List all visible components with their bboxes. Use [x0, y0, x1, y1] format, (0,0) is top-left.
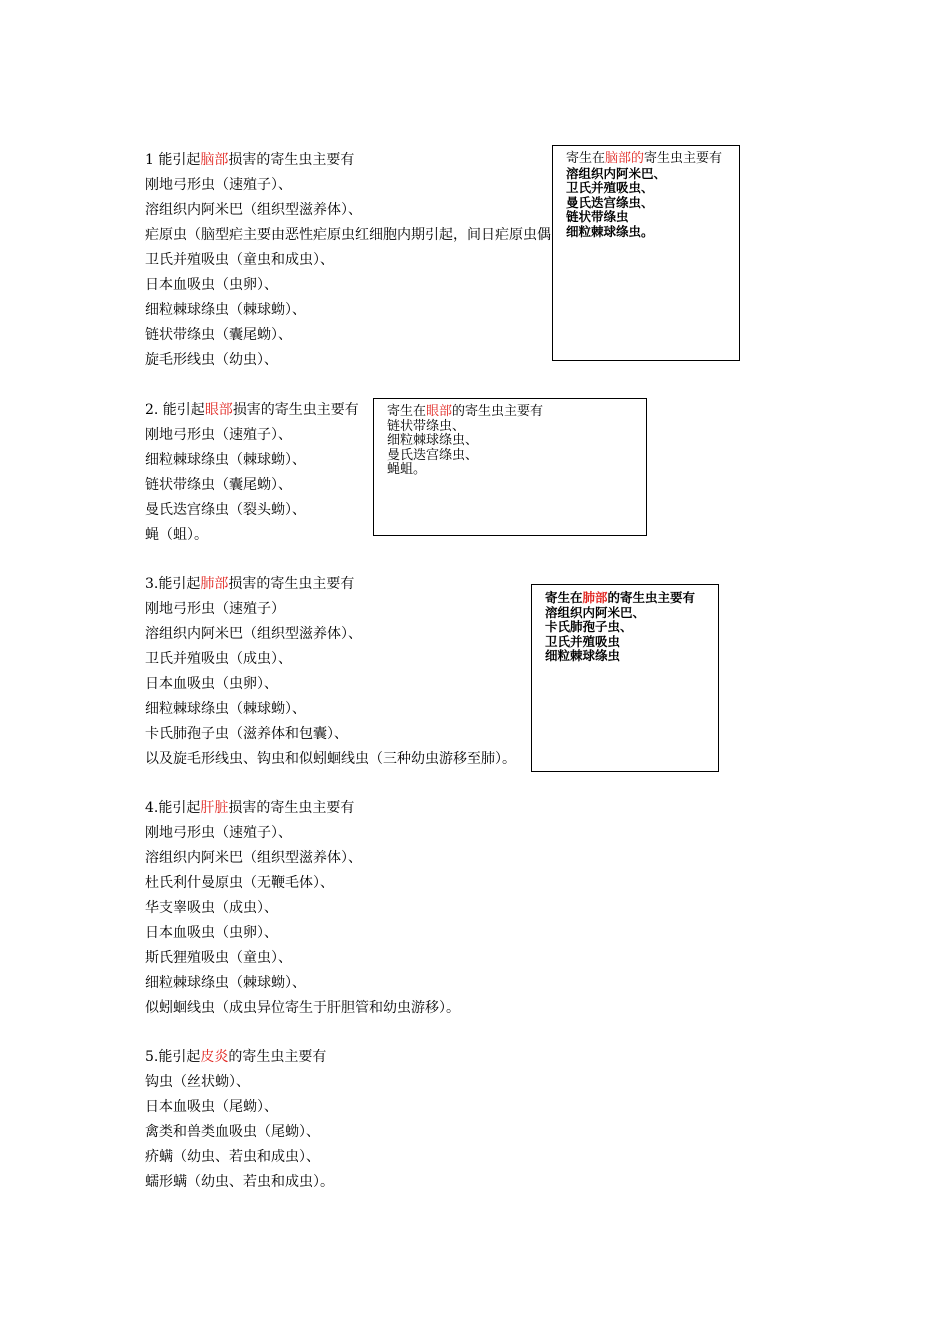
- list-item: 日本血吸虫（虫卵）、: [145, 277, 278, 293]
- textbox-item: 细粒棘球绦虫。: [566, 223, 654, 239]
- heading-highlight: 脑部: [200, 152, 229, 168]
- list-item: 蠕形螨（幼虫、若虫和成虫）。: [145, 1174, 334, 1190]
- heading-prefix: 2. 能引起: [145, 402, 205, 418]
- heading-prefix: 4.能引起: [145, 800, 201, 816]
- title-suffix: 的寄生虫主要有: [607, 590, 696, 605]
- textbox-item: 溶组织内阿米巴、: [545, 604, 646, 620]
- list-item: 卡氏肺孢子虫（滋养体和包囊）、: [145, 726, 348, 742]
- heading-suffix: 损害的寄生虫主要有: [228, 152, 355, 168]
- title-prefix: 寄生在: [387, 404, 427, 419]
- section-liver: [145, 796, 705, 1021]
- heading-prefix: 1 能引起: [145, 152, 201, 168]
- list-item: 细粒棘球绦虫（棘球蚴）、: [145, 452, 306, 468]
- textbox-item: 曼氏迭宫绦虫、: [387, 447, 479, 463]
- list-item: 似蚓蛔线虫（成虫异位寄生于肝胆管和幼虫游移）。: [145, 1000, 460, 1016]
- list-item: 刚地弓形虫（速殖子）、: [145, 177, 292, 193]
- heading-highlight: 眼部: [204, 402, 233, 418]
- list-item: 刚地弓形虫（速殖子）、: [145, 427, 292, 443]
- heading-highlight: 肺部: [200, 576, 229, 592]
- title-suffix: 的寄生虫主要有: [452, 404, 544, 419]
- textbox-brain: [552, 145, 740, 361]
- list-item: 旋毛形线虫（幼虫）、: [145, 352, 278, 368]
- textbox-title: [566, 152, 727, 167]
- textbox-item: 曼氏迭宫绦虫、: [566, 194, 654, 210]
- list-item: 斯氏狸殖吸虫（童虫）、: [145, 950, 292, 966]
- list-item: 日本血吸虫（虫卵）、: [145, 676, 278, 692]
- textbox-item: 链状带绦虫、: [387, 418, 466, 434]
- heading-suffix: 损害的寄生虫主要有: [228, 576, 355, 592]
- heading-suffix: 损害的寄生虫主要有: [228, 800, 355, 816]
- section-heading: [145, 796, 705, 821]
- textbox-eye: [373, 398, 647, 536]
- list-item: 链状带绦虫（囊尾蚴）、: [145, 327, 292, 343]
- textbox-title: [387, 405, 634, 420]
- textbox-item: 细粒棘球绦虫、: [387, 433, 479, 448]
- list-item: 卫氏并殖吸虫（成虫）、: [145, 651, 292, 667]
- title-prefix: 寄生在: [566, 151, 606, 166]
- list-item: 华支睾吸虫（成虫）、: [145, 900, 278, 916]
- heading-prefix: 3.能引起: [145, 576, 201, 592]
- list-item: 细粒棘球绦虫（棘球蚴）、: [145, 975, 306, 991]
- title-highlight: 脑部的: [605, 151, 645, 166]
- list-item: 日本血吸虫（虫卵）、: [145, 925, 278, 941]
- heading-highlight: 肝脏: [200, 800, 229, 816]
- list-item: 杜氏利什曼原虫（无鞭毛体）、: [145, 875, 334, 891]
- title-highlight: 眼部: [426, 404, 453, 419]
- textbox-item: 卫氏并殖吸虫: [545, 633, 621, 649]
- list-item: 钩虫（丝状蚴）、: [145, 1074, 250, 1090]
- section-heading: [145, 1045, 705, 1070]
- heading-prefix: 5.能引起: [145, 1049, 201, 1065]
- textbox-item: 卫氏并殖吸虫、: [566, 180, 654, 195]
- list-item: 疥螨（幼虫、若虫和成虫）、: [145, 1149, 320, 1165]
- textbox-title: [545, 591, 706, 606]
- textbox-item: 细粒棘球绦虫: [545, 648, 621, 663]
- list-item: 细粒棘球绦虫（棘球蚴）、: [145, 302, 306, 318]
- list-item: 卫氏并殖吸虫（童虫和成虫）、: [145, 252, 334, 268]
- list-item: 细粒棘球绦虫（棘球蚴）、: [145, 701, 306, 717]
- textbox-item: 溶组织内阿米巴、: [566, 165, 667, 181]
- textbox-item: 蝇蛆。: [387, 462, 427, 477]
- title-prefix: 寄生在: [545, 590, 583, 605]
- list-item: 禽类和兽类血吸虫（尾蚴）、: [145, 1124, 320, 1140]
- list-item: 疟原虫（脑型疟主要由恶性疟原虫红细胞内期引起，间日疟原虫偶: [145, 227, 551, 243]
- list-item: 溶组织内阿米巴（组织型滋养体）、: [145, 626, 362, 642]
- list-item: 以及旋毛形线虫、钩虫和似蚓蛔线虫（三种幼虫游移至肺）。: [145, 751, 516, 767]
- list-item: 刚地弓形虫（速殖子）: [145, 601, 285, 617]
- textbox-item: 链状带绦虫: [566, 209, 629, 224]
- textbox-item: 卡氏肺孢子虫、: [545, 619, 633, 634]
- title-highlight: 肺部: [582, 590, 608, 605]
- list-item: 蝇（蛆）。: [145, 527, 208, 543]
- list-item: 溶组织内阿米巴（组织型滋养体）、: [145, 850, 362, 866]
- list-item: 刚地弓形虫（速殖子）、: [145, 825, 292, 841]
- section-dermatitis: [145, 1045, 705, 1195]
- heading-suffix: 损害的寄生虫主要有: [232, 402, 359, 418]
- list-item: 溶组织内阿米巴（组织型滋养体）、: [145, 202, 362, 218]
- list-item: 曼氏迭宫绦虫（裂头蚴）、: [145, 502, 306, 518]
- textbox-lung: [531, 584, 719, 772]
- heading-highlight: 皮炎: [200, 1049, 229, 1065]
- list-item: 日本血吸虫（尾蚴）、: [145, 1099, 278, 1115]
- heading-suffix: 的寄生虫主要有: [228, 1049, 327, 1065]
- title-suffix: 寄生虫主要有: [644, 151, 723, 166]
- list-item: 链状带绦虫（囊尾蚴）、: [145, 477, 292, 493]
